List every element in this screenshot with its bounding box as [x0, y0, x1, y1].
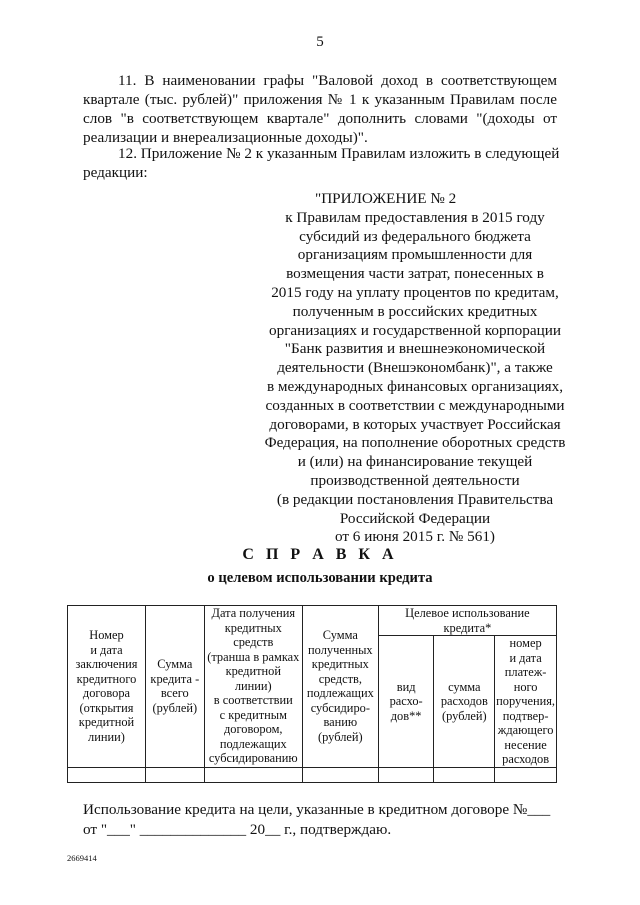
header-text: сумма [448, 679, 481, 694]
paragraph-11-line-1: 11. В наименовании графы "Валовой доход в соответствующем [118, 72, 557, 89]
appendix-line: (в редакции постановления Правительства [276, 490, 554, 508]
header-text: кредита - [150, 671, 200, 686]
header-text: ванию [323, 715, 358, 730]
appendix-line: к Правилам предоставления в 2015 году [285, 208, 545, 226]
appendix-line: возмещения части затрат, понесенных в [286, 265, 544, 283]
table-row [68, 767, 557, 782]
appendix-line: Федерация, на пополнение оборотных средств [264, 434, 566, 452]
header-text: (рублей) [152, 700, 198, 715]
header-text: линии) [234, 678, 272, 693]
appendix-line: деятельности (Внешэкономбанк)", а также [277, 359, 553, 377]
header-text: Дата получения [211, 606, 296, 620]
header-text: Целевое использование [405, 606, 530, 620]
appendix-line: и (или) на финансирование текущей [297, 453, 533, 471]
header-text: договором, [224, 722, 283, 736]
appendix-line: 2015 году на уплату процентов по кредитам, [271, 283, 559, 301]
table-cell [204, 767, 302, 782]
appendix-title: "ПРИЛОЖЕНИЕ № 2 [315, 190, 457, 207]
header-text: всего [160, 686, 189, 701]
page-number: 5 [316, 34, 324, 50]
table-cell [495, 767, 557, 782]
document-code: 2669414 [67, 853, 97, 863]
header-text: в соответствии [213, 693, 293, 707]
header-payment-document [495, 636, 557, 768]
paragraph-11 [83, 71, 557, 147]
header-text: расхо- [389, 694, 423, 708]
paragraph-11-line-2: квартале (тыс. рублей)" приложения № 1 к указанным Правилам после [83, 91, 557, 108]
header-text: вид [396, 679, 416, 694]
header-text: кредитного [76, 671, 137, 686]
header-text: кредитной [225, 664, 281, 678]
header-text: Номер [89, 628, 124, 643]
confirmation-line-2: от "___" ______________ 20__ г., подтверждаю. [83, 821, 392, 838]
header-receipt-date [204, 606, 302, 768]
header-text: платеж- [504, 665, 547, 679]
header-text: договора [82, 686, 131, 701]
paragraph-12-line-1: 12. Приложение № 2 к указанным Правилам изложить в следующей [118, 145, 560, 162]
appendix-header [255, 190, 575, 547]
appendix-line: Российской Федерации [339, 509, 491, 527]
header-text: расходов [502, 752, 550, 766]
header-text: ного [513, 679, 538, 694]
appendix-line: полученным в российских кредитных [292, 302, 538, 320]
header-target-usage-group [378, 606, 556, 636]
header-text: средств [233, 635, 274, 649]
header-text: с кредитным [219, 707, 287, 722]
table-cell [68, 767, 146, 782]
appendix-line: организациям промышленности для [297, 246, 533, 264]
header-text: кредитной [78, 715, 135, 730]
header-text: подлежащих [219, 736, 287, 751]
appendix-line: в международных финансовых организациях, [266, 377, 564, 395]
header-text: несение [504, 737, 547, 752]
header-text: подлежащих [306, 686, 374, 701]
header-text: поручения, [496, 694, 556, 708]
spravka-title: С П Р А В К А [242, 546, 398, 563]
header-text: ждающего [497, 723, 554, 737]
header-credit-sum [145, 606, 204, 768]
header-text: и дата [509, 650, 542, 665]
header-text: кредитных [311, 657, 369, 672]
paragraph-11-line-4: реализации и внереализационные доходы)". [83, 129, 368, 146]
header-text: (рублей) [442, 708, 487, 723]
header-text: Сумма [322, 628, 358, 643]
appendix-line: от 6 июня 2015 г. № 561) [334, 528, 495, 546]
header-received-sum [302, 606, 378, 768]
appendix-line: созданных в соответствии с международными [265, 396, 565, 414]
confirmation-text [83, 800, 553, 840]
paragraph-12-line-2: редакции: [83, 164, 148, 181]
table-cell [302, 767, 378, 782]
header-text: подтвер- [502, 708, 549, 723]
header-text: (транша в рамках [207, 649, 300, 664]
confirmation-line-1: Использование кредита на цели, указанные в кредитном договоре №___ [83, 801, 551, 818]
table-cell [434, 767, 495, 782]
header-contract-number-date [68, 606, 146, 768]
header-text: полученных [308, 642, 373, 657]
header-text: (открытия [79, 700, 134, 715]
paragraph-11-line-3: слов "в соответствующем квартале" дополнить словами "(доходы от [83, 110, 557, 127]
header-text: номер [509, 636, 542, 650]
header-text: Сумма [157, 657, 193, 672]
header-text: линии) [88, 729, 125, 744]
appendix-line: организациях и государственной корпорации [269, 321, 561, 339]
header-text: субсидированию [208, 751, 298, 765]
header-text: кредитных [224, 620, 282, 635]
appendix-line: производственной деятельности [310, 471, 520, 489]
appendix-line: субсидий из федерального бюджета [299, 227, 531, 245]
header-text: кредита* [443, 620, 492, 635]
spravka-subtitle: о целевом использовании кредита [207, 570, 433, 586]
header-text: субсидиро- [310, 700, 370, 715]
appendix-line: договорами, в которых участвует Российская [269, 415, 561, 433]
header-text: расходов [440, 694, 488, 708]
header-text: дов** [390, 708, 422, 723]
appendix-line: "Банк развития и внешнеэкономической [284, 340, 546, 358]
table-cell [378, 767, 434, 782]
paragraph-12 [83, 144, 560, 182]
header-text: и дата [90, 642, 123, 657]
header-text: средств, [318, 671, 362, 686]
header-expense-sum [434, 636, 495, 768]
header-expense-kind [378, 636, 434, 768]
credit-usage-table [67, 605, 557, 783]
table-cell [145, 767, 204, 782]
header-text: (рублей) [318, 729, 363, 744]
header-text: заключения [75, 657, 138, 672]
